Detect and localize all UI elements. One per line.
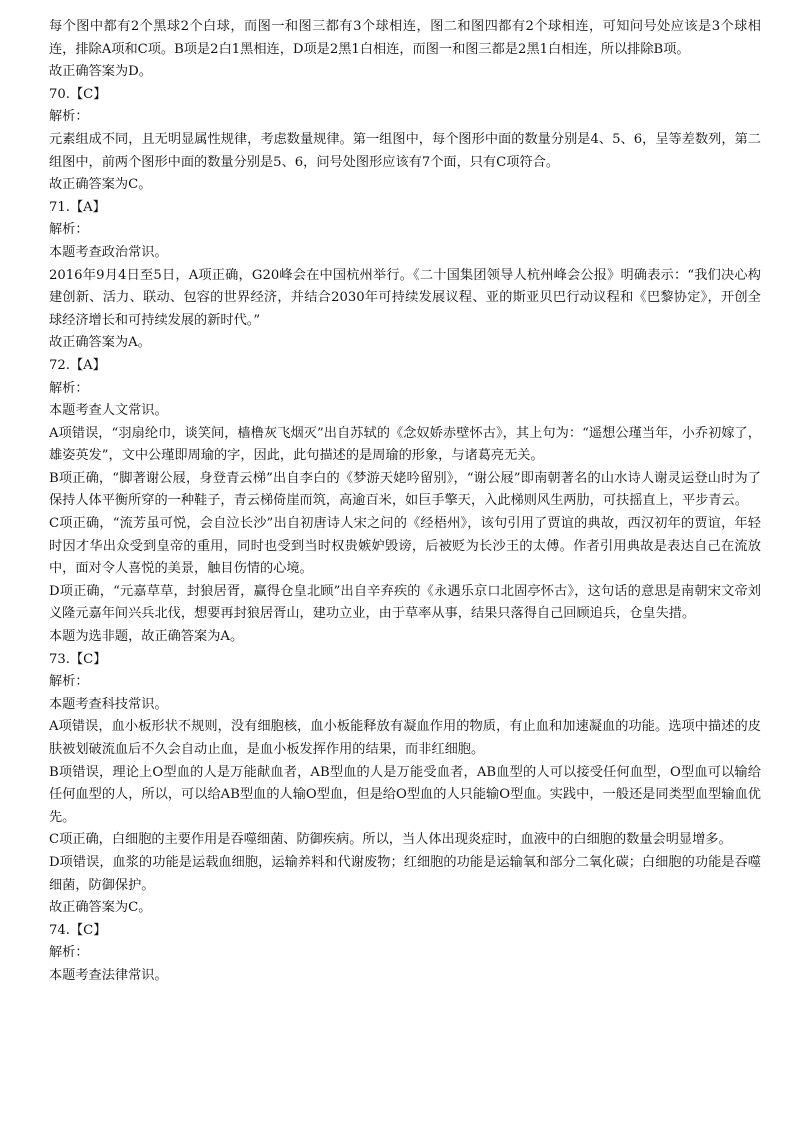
paragraph: 本题考查法律常识。 (49, 967, 168, 983)
paragraph: 每个图中都有2个黑球2个白球，而图一和图三都有3个球相连，图二和图四都有2个球相连，可知问号处应该是3个球相连，排除A项和C项。B项是2白1黑相连，D项是2黑1白相连，而图一和图三都是2黑1白相连，所以排除B项。 (49, 19, 761, 57)
analysis-label: 解析： (49, 945, 89, 961)
document-body (49, 16, 761, 988)
paragraph: B项正确，“脚著谢公屐，身登青云梯”出自李白的《梦游天姥吟留别》，“谢公屐”即南朝著名的山水诗人谢灵运登山时为了保持人体平衡所穿的一种鞋子，青云梯倚崖而筑，高逾百米，如巨手擎天，入此梯则风生两肋，可扶摇直上，平步青云。 (49, 470, 761, 509)
paragraph: D项错误，血浆的功能是运载血细胞，运输养料和代谢废物；红细胞的功能是运输氧和部分二氧化碳；白细胞的功能是吞噬细菌，防御保护。 (49, 854, 761, 893)
question-number: 74.【C】 (49, 922, 107, 938)
question-number: 72.【A】 (49, 357, 106, 373)
analysis-label: 解析： (49, 380, 89, 396)
paragraph: 本题考查科技常识。 (49, 696, 168, 712)
question-number: 71.【A】 (49, 199, 106, 215)
paragraph: 故正确答案为C。 (49, 177, 152, 193)
question-number: 70.【C】 (49, 86, 107, 102)
paragraph: C项正确，白细胞的主要作用是吞噬细菌、防御疾病。所以，当人体出现炎症时，血液中的白细胞的数量会明显增多。 (49, 832, 732, 848)
paragraph: 故正确答案为A。 (49, 335, 151, 351)
paragraph: 故正确答案为D。 (49, 64, 152, 80)
paragraph: A项错误，血小板形状不规则，没有细胞核，血小板能释放有凝血作用的物质，有止血和加速凝血的功能。选项中描述的皮肤被划破流血后不久会自动止血，是血小板发挥作用的结果，而非红细胞。 (49, 719, 761, 757)
paragraph: 故正确答案为C。 (49, 900, 152, 916)
paragraph: B项错误，理论上O型血的人是万能献血者，AB型血的人是万能受血者，AB血型的人可以接受任何血型，O型血可以输给任何血型的人，所以，可以给AB型血的人输O型血，但是给O型血的人只能输O型血。实践中，一般还是同类型血型输血优先。 (49, 764, 761, 825)
analysis-label: 解析： (49, 222, 89, 238)
analysis-label: 解析： (49, 674, 89, 690)
paragraph: 本题考查人文常识。 (49, 403, 168, 419)
question-number: 73.【C】 (49, 651, 107, 667)
paragraph: 2016年9月4日至5日，A项正确，G20峰会在中国杭州举行。《二十国集团领导人杭州峰会公报》明确表示：“我们决心构建创新、活力、联动、包容的世界经济，并结合2030年可持续发展议程、亚的斯亚贝巴行动议程和《巴黎协定》，开创全球经济增长和可持续发展的新时代。” (49, 267, 761, 328)
paragraph: 本题考查政治常识。 (49, 244, 168, 260)
paragraph: 元素组成不同，且无明显属性规律，考虑数量规律。第一组图中，每个图形中面的数量分别是4、5、6，呈等差数列，第二组图中，前两个图形中面的数量分别是5、6，问号处图形应该有7个面，只有C项符合。 (49, 131, 761, 170)
paragraph: A项错误，“羽扇纶巾，谈笑间，樯橹灰飞烟灭”出自苏轼的《念奴娇赤壁怀古》，其上句为：“遥想公瑾当年，小乔初嫁了，雄姿英发”，文中公瑾即周瑜的字，因此，此句描述的是周瑜的形象，与诸葛亮无关。 (49, 425, 761, 464)
paragraph: 本题为选非题，故正确答案为A。 (49, 629, 244, 645)
analysis-label: 解析： (49, 109, 89, 125)
paragraph: C项正确，“流芳虽可悦，会自泣长沙”出自初唐诗人宋之问的《经梧州》，该句引用了贾谊的典故，西汉初年的贾谊，年轻时因才华出众受到皇帝的重用，同时也受到当时权贵嫉妒毁谤，后被贬为长沙王的太傅。作者引用典故是表达自己在流放中，面对令人喜悦的美景，触目伤情的心境。 (49, 516, 761, 577)
paragraph: D项正确，“元嘉草草，封狼居胥，赢得仓皇北顾”出自辛弃疾的《永遇乐京口北固亭怀古》，这句话的意思是南朝宋文帝刘义隆元嘉年间兴兵北伐，想要再封狼居胥山，建功立业，由于草率从事，结果只落得自己回顾追兵，仓皇失措。 (49, 583, 761, 622)
